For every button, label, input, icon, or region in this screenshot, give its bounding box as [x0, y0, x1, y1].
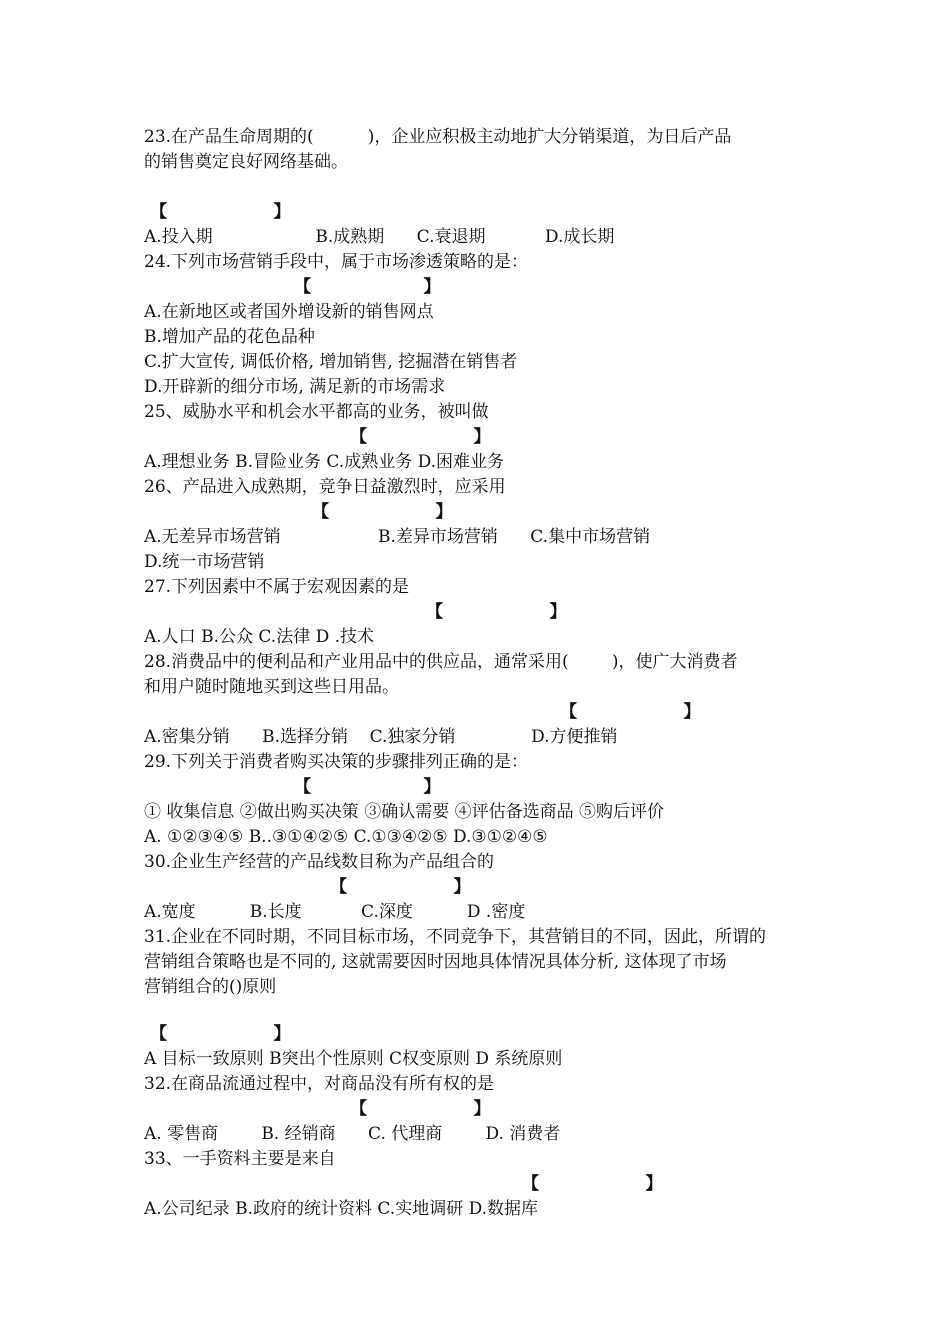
q31-stem-line1: 31.企业在不同时期，不同目标市场，不同竞争下，其营销目的不同，因此，所谓的 — [144, 927, 767, 947]
q31-answer-bracket: 【 】 — [150, 1024, 291, 1044]
q27-answer-bracket: 【 】 — [426, 602, 567, 622]
q30-answer-bracket: 【 】 — [330, 877, 471, 897]
q33-options: A.公司纪录 B.政府的统计资料 C.实地调研 D.数据库 — [144, 1199, 539, 1219]
q31-stem-line2: 营销组合策略也是不同的, 这就需要因时因地具体情况具体分析, 这体现了市场 — [144, 952, 727, 972]
q28-stem-line2: 和用户随时随地买到这些日用品。 — [144, 677, 399, 697]
q30-options: A.宽度 B.长度 C.深度 D .密度 — [144, 902, 526, 922]
q32-answer-bracket: 【 】 — [350, 1099, 491, 1119]
q26-stem: 26、产品进入成熟期，竞争日益激烈时，应采用 — [144, 477, 506, 497]
q24-answer-bracket: 【 】 — [294, 277, 441, 297]
q24-option-a: A.在新地区或者国外增设新的销售网点 — [144, 302, 434, 322]
q28-answer-bracket: 【 】 — [560, 702, 701, 722]
q25-stem: 25、威胁水平和机会水平都高的业务，被叫做 — [144, 402, 489, 422]
q24-option-d: D.开辟新的细分市场, 满足新的市场需求 — [144, 377, 446, 397]
q23-stem-line2: 的销售奠定良好网络基础。 — [144, 152, 348, 172]
q32-options: A. 零售商 B. 经销商 C. 代理商 D. 消费者 — [144, 1124, 561, 1144]
q24-option-b: B.增加产品的花色品种 — [144, 327, 315, 347]
q31-options: A 目标一致原则 B突出个性原则 C权变原则 D 系统原则 — [144, 1049, 563, 1069]
q26-option-d: D.统一市场营销 — [144, 552, 265, 572]
q25-options: A.理想业务 B.冒险业务 C.成熟业务 D.困难业务 — [144, 452, 505, 472]
q24-stem: 24.下列市场营销手段中，属于市场渗透策略的是： — [144, 252, 529, 272]
q31-stem-line3: 营销组合的()原则 — [144, 977, 277, 997]
q33-answer-bracket: 【 】 — [522, 1174, 663, 1194]
q29-answer-bracket: 【 】 — [294, 777, 441, 797]
q26-answer-bracket: 【 】 — [312, 502, 453, 522]
q25-answer-bracket: 【 】 — [350, 427, 491, 447]
q32-stem: 32.在商品流通过程中，对商品没有所有权的是 — [144, 1074, 495, 1094]
q24-option-c: C.扩大宣传, 调低价格, 增加销售, 挖掘潜在销售者 — [144, 352, 518, 372]
q27-options: A.人口 B.公众 C.法律 D .技术 — [144, 627, 375, 647]
q29-options: A. ①②③④⑤ B..③①④②⑤ C.①③④②⑤ D.③①②④⑤ — [144, 827, 548, 847]
q28-stem-line1: 28.消费品中的便利品和产业用品中的供应品，通常采用( )，使广大消费者 — [144, 652, 738, 672]
q27-stem: 27.下列因素中不属于宏观因素的是 — [144, 577, 410, 597]
q23-answer-bracket: 【 】 — [150, 202, 291, 222]
q29-steps: ① 收集信息 ②做出购买决策 ③确认需要 ④评估备选商品 ⑤购后评价 — [144, 802, 665, 822]
q33-stem: 33、一手资料主要是来自 — [144, 1149, 336, 1169]
q26-options: A.无差异市场营销 B.差异市场营销 C.集中市场营销 — [144, 527, 651, 547]
q23-options: A.投入期 B.成熟期 C.衰退期 D.成长期 — [144, 227, 615, 247]
q23-stem-line1: 23.在产品生命周期的( )，企业应积极主动地扩大分销渠道，为日后产品 — [144, 127, 732, 147]
q29-stem: 29.下列关于消费者购买决策的步骤排列正确的是： — [144, 752, 529, 772]
q28-options: A.密集分销 B.选择分销 C.独家分销 D.方便推销 — [144, 727, 618, 747]
q30-stem: 30.企业生产经营的产品线数目称为产品组合的 — [144, 852, 495, 872]
